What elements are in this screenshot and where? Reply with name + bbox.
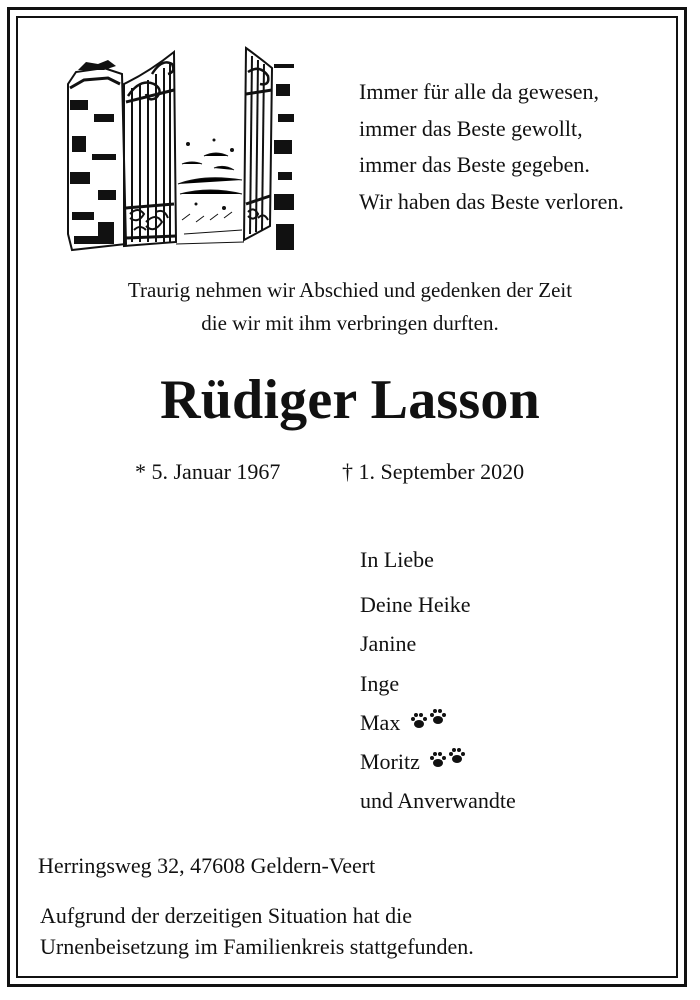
paw-prints-icon [410,708,450,732]
mourner-name: Deine Heike [360,592,471,617]
intro-line-2: die wir mit ihm verbringen durften. [201,311,499,335]
mourner-name: Inge [360,671,400,696]
address: Herringsweg 32, 47608 Geldern-Veert [38,853,376,878]
mourner-moritz [360,746,469,778]
in-love-label: In Liebe [360,547,434,572]
mourner-max [360,707,450,739]
paw-prints-icon [429,747,469,771]
poem-line: immer das Beste gegeben. [359,152,590,178]
burial-note-line: Urnenbeisetzung im Familienkreis stattgefunden. [40,934,474,959]
mourner-name: Janine [360,631,417,656]
deceased-name: Rüdiger Lasson [160,369,540,431]
burial-note [40,900,474,962]
mourner-name: und Anverwandte [360,788,516,813]
death-date: † 1. September 2020 [342,459,525,484]
open-gate-illustration-icon [64,44,296,254]
poem-line: Immer für alle da gewesen, [359,79,600,104]
mourner-name: Max [360,710,401,735]
poem [359,74,624,220]
poem-line: Wir haben das Beste verloren. [359,188,624,214]
birth-date: * 5. Januar 1967 [135,459,281,484]
intro-line-1: Traurig nehmen wir Abschied und gedenken der Zeit [127,278,573,302]
burial-note-line: Aufgrund der derzeitigen Situation hat die [40,903,413,928]
mourner-name: Moritz [360,749,420,774]
poem-line: immer das Beste gewollt, [359,115,583,141]
